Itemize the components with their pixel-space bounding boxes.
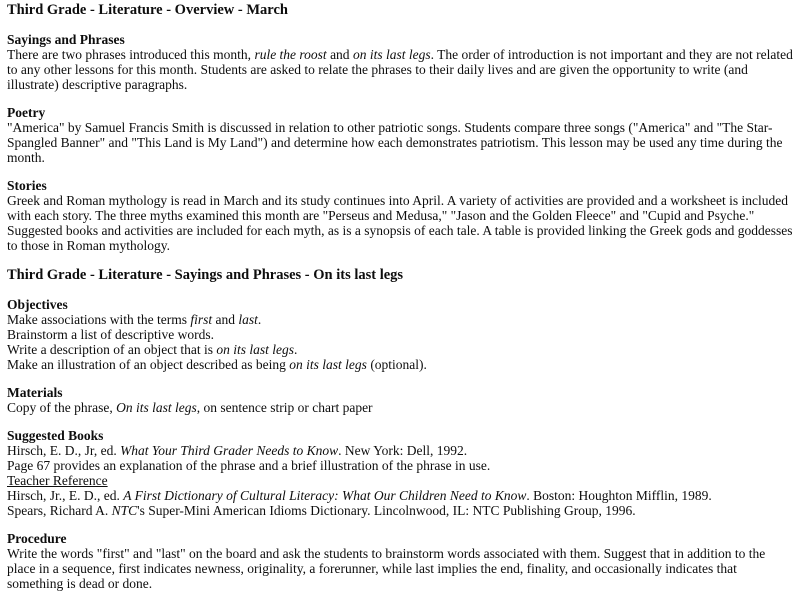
text-run: Sayings and Phrases [7,32,125,47]
text-run: . [294,342,298,357]
text-run: Third Grade - Literature - Sayings and Phrases - On its last legs [7,267,404,283]
text-run: . Boston: Houghton Mifflin, 1989. [526,488,712,503]
text-run: . New York: Dell, 1992. [338,443,468,458]
text-run: Suggested books and activities are included for each myth, as is a synopsis of each tale. A table is provided linking the Greek gods and goddesses to those in Roman mythology. [7,223,793,253]
text-run: Hirsch, Jr., E. D., ed. [7,488,124,503]
page-title-overview [7,2,793,19]
text-run: Poetry [7,105,46,120]
text-run: . [257,312,262,327]
text-run: Make associations with the terms [7,312,191,327]
page-title-lesson [7,267,793,284]
text-run: Teacher Reference [7,473,108,488]
materials-line [7,400,793,415]
objective-line-3 [7,342,793,357]
text-run: first [190,312,213,327]
book-line-3 [7,488,793,503]
text-run: Hirsch, E. D., Jr, ed. [7,443,121,458]
objective-line-1 [7,312,793,327]
text-run: Suggested Books [7,428,104,443]
text-run: rule the roost [254,47,327,62]
text-run: 's Super-Mini American Idioms Dictionary. Lincolnwood, IL: NTC Publishing Group, 1996. [137,503,636,518]
text-run: Greek and Roman mythology is read in March and its study continues into April. A variety of activities are provided and a worksheet is included with each story. The three myths examined this month are "Perseus and Medusa," "Jason and the Golden Fleece" and "Cupid and Psyche." [7,193,788,223]
text-run: Write a description of an object that is [7,342,217,357]
book-line-1 [7,443,793,458]
text-run: and [326,47,353,62]
section-heading-stories [7,178,793,193]
text-run: on its last legs [216,342,295,357]
paragraph-poetry [7,120,793,165]
text-run: on its last legs [289,357,367,372]
section-heading-poetry [7,105,793,120]
section-heading-materials [7,385,793,400]
text-run: last [238,312,258,327]
book-line-2 [7,458,793,473]
paragraph-sayings [7,47,793,92]
text-run: NTC [111,503,138,518]
text-run: Brainstorm a list of descriptive words. [7,327,214,342]
text-run: , on sentence strip or chart paper [196,400,373,415]
text-run: Procedure [7,531,67,546]
text-run: Spears, Richard A. [7,503,112,518]
objective-line-2 [7,327,793,342]
book-line-4 [7,503,793,518]
text-run: and [212,312,239,327]
text-run: On its last legs [116,400,197,415]
section-heading-objectives [7,297,793,312]
text-run: Write the words "first" and "last" on the board and ask the students to brainstorm words associated with them. Suggest that in addition to the place in a sequence, first indicates newness, originality, a forerunner, while last implies the end, finality, and occasionally indicates that something is dead or done. [7,546,766,591]
paragraph-stories-2 [7,223,793,253]
text-run: "America" by Samuel Francis Smith is discussed in relation to other patriotic songs. Students compare three songs ("America" and "The Star-Spangled Banner" and "This Land is My Land") and determine how each demonstrates patriotism. This lesson may be used any time during the month. [7,120,783,165]
text-run: What Your Third Grader Needs to Know [120,443,339,458]
text-run: Third Grade - Literature - Overview - March [7,2,288,18]
text-run: (optional). [366,357,427,372]
section-heading-sayings-and-phrases [7,32,793,47]
section-heading-procedure [7,531,793,546]
paragraph-procedure [7,546,793,591]
text-run: A First Dictionary of Cultural Literacy: What Our Children Need to Know [123,488,527,503]
paragraph-stories-1 [7,193,793,223]
objective-line-4 [7,357,793,372]
text-run: Make an illustration of an object described as being [7,357,290,372]
text-run: . The order of introduction is not important and they are not related to any other lessons for this month. Students are asked to relate the phrases to their daily lives and are given the opportunity to write (and illustrate) descriptive paragraphs. [7,47,793,92]
teacher-reference-label [7,473,793,488]
text-run: Stories [7,178,47,193]
text-run: Copy of the phrase, [7,400,117,415]
text-run: Materials [7,385,63,400]
section-heading-suggested-books [7,428,793,443]
text-run: There are two phrases introduced this month, [7,47,255,62]
text-run: on its last legs [352,47,431,62]
text-run: Objectives [7,297,68,312]
text-run: Page 67 provides an explanation of the phrase and a brief illustration of the phrase in use. [7,458,491,473]
